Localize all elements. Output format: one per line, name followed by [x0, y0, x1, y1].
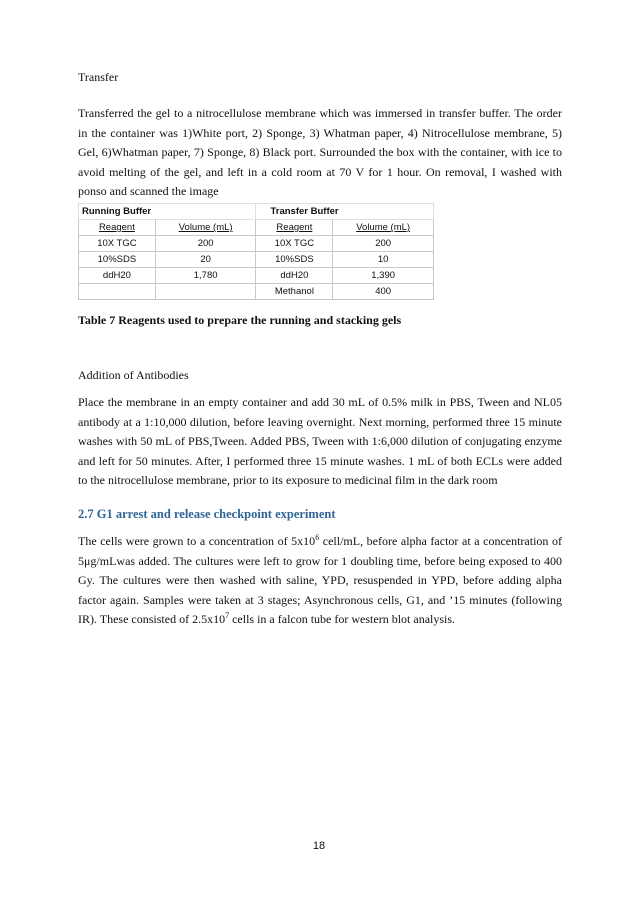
transfer-reagent: ddH20 [256, 268, 333, 284]
transfer-buffer-title: Transfer Buffer [256, 204, 434, 220]
section-text-part1: The cells were grown to a concentration of 5x10 [78, 534, 316, 548]
reagents-table [78, 203, 434, 300]
table-row [79, 284, 434, 300]
transfer-volume: 10 [333, 252, 434, 268]
transfer-volume: 1,390 [333, 268, 434, 284]
running-volume: 1,780 [155, 268, 256, 284]
transfer-reagent: Methanol [256, 284, 333, 300]
transfer-reagent: 10X TGC [256, 236, 333, 252]
transfer-volume: 200 [333, 236, 434, 252]
col-reagent-running: Reagent [79, 220, 156, 236]
antibodies-paragraph: Place the membrane in an empty container and add 30 mL of 0.5% milk in PBS, Tween and NL05 antibody at a 1:10,000 dilution, before leaving overnight. Next morning, performed three 15 minute washes with 50 mL of PBS,Tween. Added PBS, Tween with 1:6,000 dilution of conjugating enzyme and left for 50 minutes. After, I performed three 15 minute washes. 1 mL of both ECLs were added to the nitrocellulose membrane, prior to its exposure to medicinal film in the dark room [78, 395, 562, 487]
running-volume-empty [155, 284, 256, 300]
running-buffer-title: Running Buffer [79, 204, 256, 220]
antibodies-heading: Addition of Antibodies [78, 368, 189, 382]
col-volume-running: Volume (mL) [155, 220, 256, 236]
transfer-paragraph: Transferred the gel to a nitrocellulose membrane which was immersed in transfer buffer. The order in the container was 1)White port, 2) Sponge, 3) Whatman paper, 4) Nitrocellulose membrane, 5) Gel, 6)Whatman paper, 7) Sponge, 8) Black port. Surrounded the box with the container, with ice to avoid melting of the gel, and left in a cold room at 70 V for 1 hour. On removal, I washed with ponso and scanned the image [78, 106, 562, 198]
transfer-reagent: 10%SDS [256, 252, 333, 268]
transfer-paragraph-block [78, 104, 562, 202]
table-row [79, 268, 434, 284]
running-reagent-empty [79, 284, 156, 300]
page-number: 18 [312, 840, 326, 852]
section-superscript-1: 6 [315, 533, 320, 542]
section-title: 2.7 G1 arrest and release checkpoint experiment [78, 507, 336, 521]
running-reagent: ddH20 [79, 268, 156, 284]
table-header-row [79, 220, 434, 236]
section-text-part3: cells in a falcon tube for western blot analysis. [229, 612, 456, 626]
running-volume: 200 [155, 236, 256, 252]
section-paragraph [78, 532, 562, 630]
running-reagent: 10%SDS [79, 252, 156, 268]
table-row [79, 252, 434, 268]
table-row [79, 236, 434, 252]
col-reagent-transfer: Reagent [256, 220, 333, 236]
section-superscript-2: 7 [225, 611, 230, 620]
transfer-volume: 400 [333, 284, 434, 300]
antibodies-paragraph-block [78, 393, 562, 491]
section-paragraph-block [78, 532, 562, 630]
running-reagent: 10X TGC [79, 236, 156, 252]
col-volume-transfer: Volume (mL) [333, 220, 434, 236]
running-volume: 20 [155, 252, 256, 268]
transfer-heading: Transfer [78, 70, 119, 84]
section-text-part2: cell/mL, before alpha factor at a concentration of 5μg/mLwas added. The cultures were left to grow for 1 doubling time, before being exposed to 400 Gy. The cultures were then washed with saline, YPD, resuspended in YPD, before adding alpha factor again. Samples were taken at 3 stages; Asynchronous cells, G1, and ’15 minutes (following IR). These consisted of 2.5x10 [78, 534, 562, 626]
table-caption: Table 7 Reagents used to prepare the running and stacking gels [78, 313, 402, 327]
table-title-row [79, 204, 434, 220]
